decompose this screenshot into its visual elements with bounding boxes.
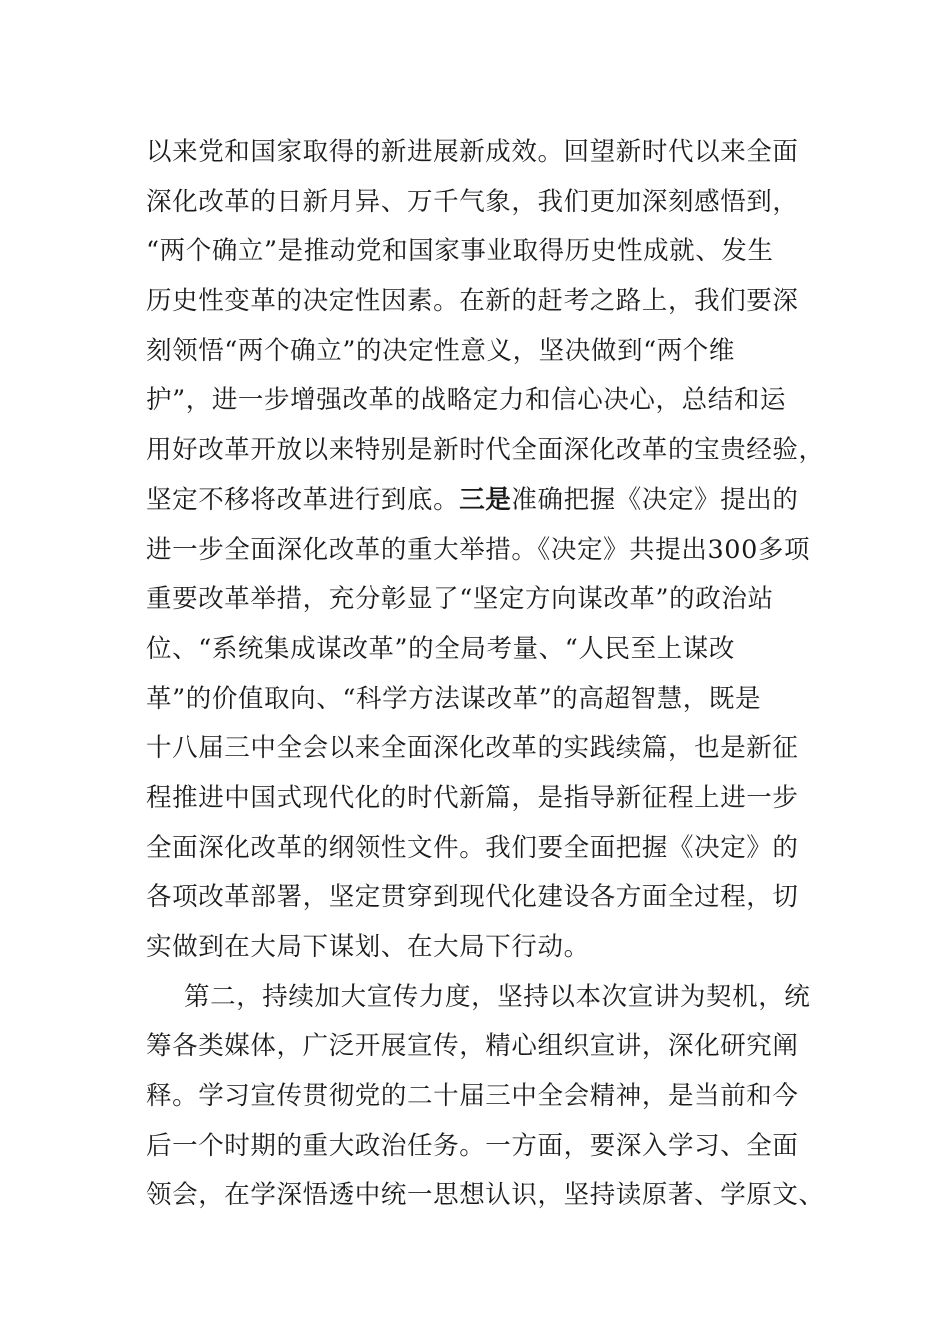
text-run: 准确把握《决定》提出的: [511, 484, 799, 515]
text-line: 领会，在学深悟透中统一思想认识，坚持读原著、学原文、: [146, 1180, 825, 1211]
text-run: 坚定不移将改革进行到底。: [146, 484, 460, 515]
text-line: 护”，进一步增强改革的战略定力和信心决心，总结和运: [146, 385, 787, 416]
text-line: 重要改革举措，充分彰显了“坚定方向谋改革”的政治站: [146, 584, 774, 615]
text-line: 深化改革的日新月异、万千气象，我们更加深刻感悟到，: [146, 186, 799, 217]
body-text: [146, 128, 825, 1221]
text-line: 筹各类媒体，广泛开展宣传，精心组织宣讲，深化研究阐: [146, 1031, 799, 1062]
text-line: 用好改革开放以来特别是新时代全面深化改革的宝贵经验，: [146, 435, 825, 466]
text-line: 释。学习宣传贯彻党的二十届三中全会精神，是当前和今: [146, 1081, 799, 1112]
paragraph-start-line: 第二，持续加大宣传力度，坚持以本次宣讲为契机，统: [184, 981, 811, 1012]
text-line: “两个确立”是推动党和国家事业取得历史性成就、发生: [146, 236, 774, 267]
text-line: 各项改革部署，坚定贯穿到现代化建设各方面全过程，切: [146, 882, 799, 913]
text-line: 全面深化改革的纲领性文件。我们要全面把握《决定》的: [146, 832, 799, 863]
text-line: 程推进中国式现代化的时代新篇，是指导新征程上进一步: [146, 782, 799, 813]
text-line: 以来党和国家取得的新进展新成效。回望新时代以来全面: [146, 137, 799, 167]
text-line: 实做到在大局下谋划、在大局下行动。: [146, 932, 590, 962]
text-line: 刻领悟“两个确立”的决定性意义，坚决做到“两个维: [146, 335, 736, 366]
bold-marker: 三是: [459, 484, 512, 515]
text-line-mixed: [146, 476, 816, 526]
text-line: 位、“系统集成谋改革”的全局考量、“人民至上谋改: [146, 633, 736, 664]
text-line: 历史性变革的决定性因素。在新的赶考之路上，我们要深: [146, 286, 799, 317]
text-line: 后一个时期的重大政治任务。一方面，要深入学习、全面: [146, 1130, 799, 1161]
text-line: 革”的价值取向、“科学方法谋改革”的高超智慧，既是: [146, 683, 762, 714]
text-line: 进一步全面深化改革的重大举措。《决定》共提出300多项: [146, 534, 811, 565]
text-line: 十八届三中全会以来全面深化改革的实践续篇，也是新征: [146, 733, 799, 764]
